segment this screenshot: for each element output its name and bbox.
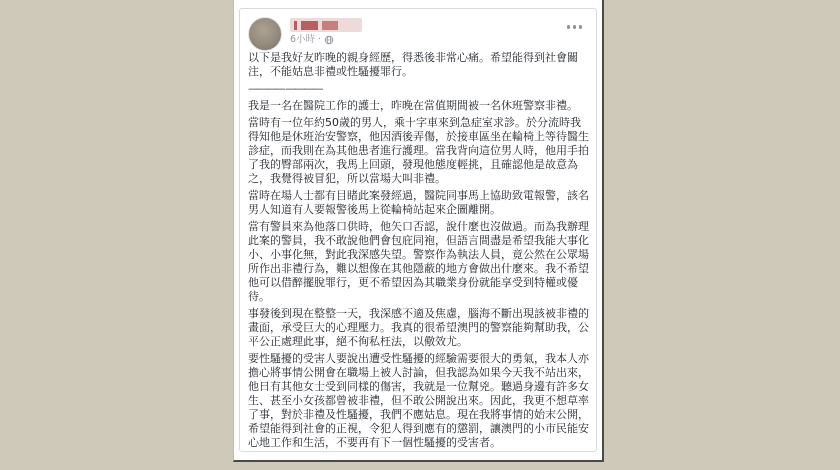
post-paragraph: 當時有一位年約50歲的男人，乘十字車來到急症室求診。於分流時我得知他是休班治安警察，他因酒後弄傷，於接車區坐在輪椅上等待醫生診症，而我則在為其他患者進行護理。當我背向這位男人時，他用手拍了我的臀部兩次，我馬上回頭，發現他態度輕挑，且確認他是故意為之，我覺得被冒犯，所以當場大叫非禮。: [248, 116, 589, 185]
redaction-block: [294, 21, 297, 30]
ellipsis-icon: [573, 25, 577, 29]
globe-icon: [324, 35, 334, 45]
more-options-button[interactable]: [564, 22, 586, 32]
post-body: [240, 51, 596, 450]
post-paragraph: 要性騷擾的受害人要說出遭受性騷擾的經驗需要很大的勇氣，我本人亦擔心將事情公開會在職場上被人討論，但我認為如果今天我不站出來，他日有其他女士受到同樣的傷害，我就是一位幫兇。聽過身邊有許多女生、甚至小女孩都曾被非禮，但不敢公開說出來。因此，我更不想草率了事，對於非禮及性騷擾，我們不應姑息。現在我將事情的始末公開，希望能得到社會的正視，令犯人得到應有的懲罰，讓澳門的小市民能安心地工作和生活，不要再有下一個性騷擾的受害者。: [248, 352, 589, 449]
post-meta: [290, 35, 362, 45]
post-paragraph: 當時在場人士都有目睹此案發經過，醫院同事馬上協助致電報警，該名男人知道有人要報警後馬上從輪椅站起來企圖離開。: [248, 189, 589, 216]
post-paragraph: 我是一名在醫院工作的護士，昨晚在當值期間被一名休班警察非禮。: [248, 99, 578, 112]
screenshot-window: [233, 0, 604, 462]
post-paragraph: 以下是我好友昨晚的親身經歷，得悉後非常心痛。希望能得到社會關注，不能姑息非禮或性騷擾罪行。: [248, 51, 578, 78]
timestamp-link[interactable]: 6小時: [290, 34, 316, 45]
post-header: [240, 9, 596, 51]
post-paragraph: 事發後到現在整整一天，我深感不適及焦慮，腦海不斷出現該被非禮的畫面，承受巨大的心理壓力。我真的很希望澳門的警察能夠幫助我，公平公正處理此事，絕不徇私枉法，以儆效尤。: [248, 307, 589, 348]
facebook-post-card: [239, 8, 597, 452]
text-divider: ———— ————: [248, 82, 322, 95]
ellipsis-icon: [579, 25, 583, 29]
post-paragraph: 當有警員來為他落口供時，他矢口否認，說什麼也沒做過。而為我辦理此案的警員，我不敢說他們會包庇同袍，但語言間盡是希望我能大事化小、小事化無，對此我深感失望。警察作為執法人員，竟公然在公眾場所作出非禮行為，難以想像在其他隱蔽的地方會做出什麼來。我不希望他可以借醉擺脫罪行，更不希望因為其職業身份就能享受到特權或優待。: [248, 220, 589, 303]
meta-separator: ·: [318, 34, 322, 45]
avatar[interactable]: [248, 17, 282, 51]
redaction-block: [301, 21, 318, 30]
ellipsis-icon: [567, 25, 571, 29]
redaction-block: [322, 21, 338, 30]
author-block: [290, 17, 362, 51]
author-name-redacted[interactable]: [290, 18, 362, 32]
